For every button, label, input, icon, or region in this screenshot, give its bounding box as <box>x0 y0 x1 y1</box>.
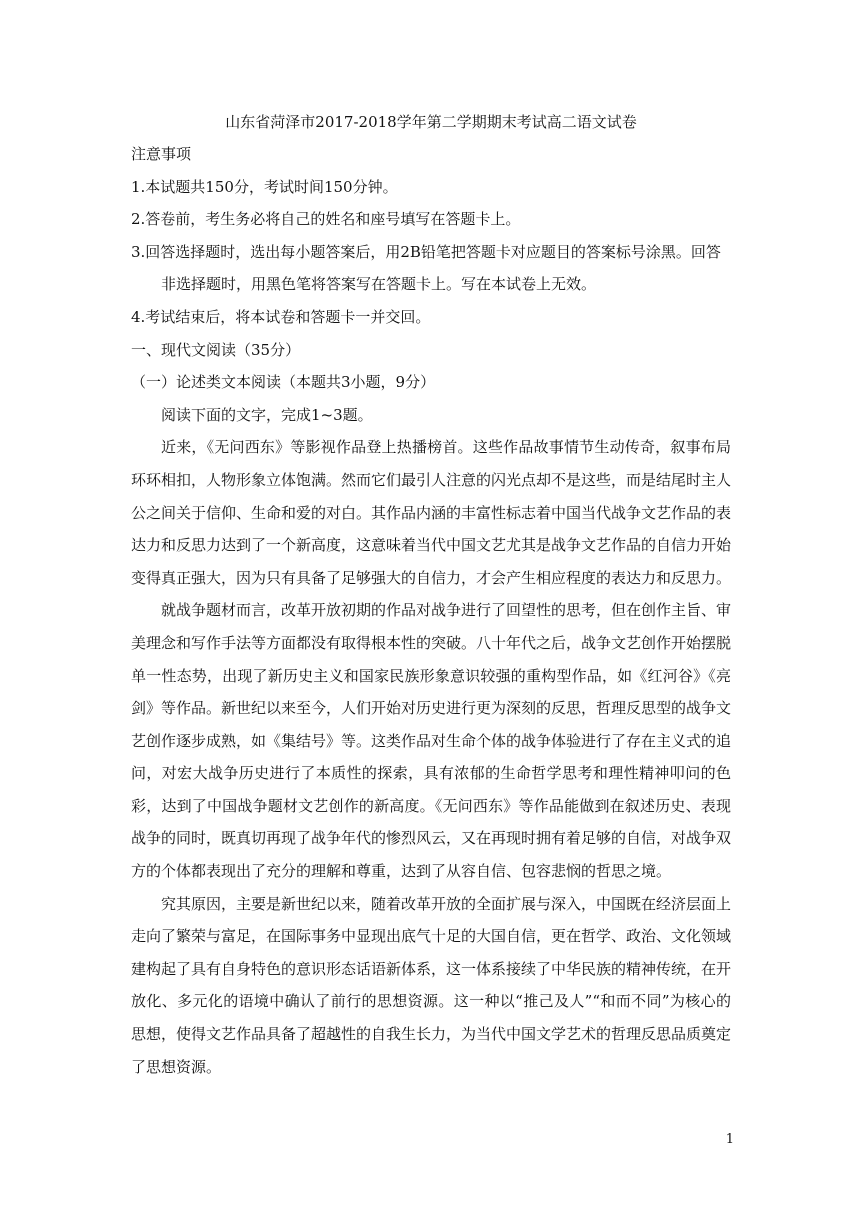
notice-heading: 注意事项 <box>131 145 192 163</box>
passage-paragraph-2: 就战争题材而言，改革开放初期的作品对战争进行了回望性的思考，但在创作主旨、审美理念和写作手法等方面都没有取得根本性的突破。八十年代之后，战争文艺创作开始摆脱单一性态势，出现了新历史主义和国家民族形象意识较强的重构型作品，如《红河谷》《亮剑》等作品。新世纪以来至今，人们开始对历史进行更为深刻的反思，哲理反思型的战争文艺创作逐步成熟，如《集结号》等。这类作品对生命个体的战争体验进行了存在主义式的追问，对宏大战争历史进行了本质性的探索，具有浓郁的生命哲学思考和理性精神叩问的色彩，达到了中国战争题材文艺创作的新高度。《无问西东》等作品能做到在叙述历史、表现战争的同时，既真切再现了战争年代的惨烈风云，又在再现时拥有着足够的自信，对战争双方的个体都表现出了充分的理解和尊重，达到了从容自信、包容悲悯的哲思之境。 <box>131 601 732 881</box>
document-title: 山东省菏泽市2017-2018学年第二学期期末考试高二语文试卷 <box>225 113 637 131</box>
notice-item-4: 4.考试结束后，将本试卷和答题卡一并交回。 <box>131 307 431 326</box>
reading-instruction: 阅读下面的文字，完成1~3题。 <box>161 405 373 424</box>
passage-paragraph-1: 近来，《无问西东》等影视作品登上热播榜首。这些作品故事情节生动传奇，叙事布局环环相扣，人物形象立体饱满。然而它们最引人注意的闪光点却不是这些，而是结尾时主人公之间关于信仰、生命和爱的对白。其作品内涵的丰富性标志着中国当代战争文艺作品的表达力和反思力达到了一个新高度，这意味着当代中国文艺尤其是战争文艺作品的自信力开始变得真正强大，因为只有具备了足够强大的自信力，才会产生相应程度的表达力和反思力。 <box>131 438 732 587</box>
page-number: 1 <box>725 1132 734 1147</box>
document-content <box>131 106 731 1083</box>
notice-item-2: 2.答卷前，考生务必将自己的姓名和座号填写在答题卡上。 <box>131 210 521 229</box>
subsection-heading: （一）论述类文本阅读（本题共3小题，9分） <box>131 373 436 392</box>
notice-item-3: 3.回答选择题时，选出每小题答案后，用2B铅笔把答题卡对应题目的答案标号涂黑。回答 <box>131 242 721 261</box>
notice-item-1: 1.本试题共150分，考试时间150分钟。 <box>131 177 398 196</box>
section-heading: 一、现代文阅读（35分） <box>131 340 301 359</box>
notice-item-3-continued: 非选择题时，用黑色笔将答案写在答题卡上。写在本试卷上无效。 <box>161 275 597 294</box>
passage-paragraph-3: 究其原因，主要是新世纪以来，随着改革开放的全面扩展与深入，中国既在经济层面上走向了繁荣与富足，在国际事务中显现出底气十足的大国自信，更在哲学、政治、文化领域建构起了具有自身特色的意识形态话语新体系，这一体系接续了中华民族的精神传统，在开放化、多元化的语境中确认了前行的思想资源。这一种以“推己及人”“和而不同”为核心的思想，使得文艺作品具备了超越性的自我生长力，为当代中国文学艺术的哲理反思品质奠定了思想资源。 <box>131 894 732 1076</box>
